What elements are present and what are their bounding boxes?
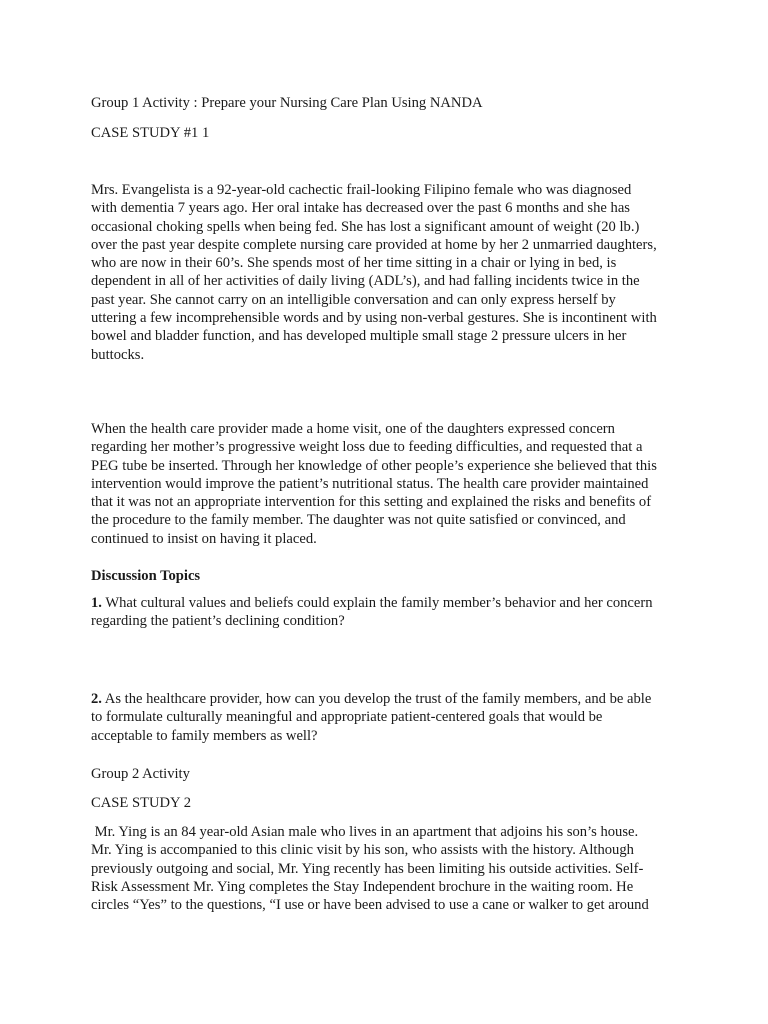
text-line: occasional choking spells when being fed. She has lost a significant amount of weight (20 lb.) — [91, 218, 640, 235]
question-number: 2. — [91, 691, 102, 707]
case2-paragraph — [91, 823, 691, 914]
text-line: continued to insist on having it placed. — [91, 530, 317, 547]
question-text: As the healthcare provider, how can you develop the trust of the family members, and be able — [101, 691, 652, 707]
text-line: dependent in all of her activities of daily living (ADL’s), and had falling incidents twice in the — [91, 273, 640, 290]
text-line: When the health care provider made a home visit, one of the daughters expressed concern — [91, 421, 615, 437]
text-line: to formulate culturally meaningful and appropriate patient-centered goals that would be — [91, 709, 603, 726]
text-line: over the past year despite complete nursing care provided at home by her 2 unmarried daughters, — [91, 236, 657, 253]
text-line: that it was not an appropriate intervention for this setting and explained the risks and benefits of — [91, 494, 652, 511]
text-line: bowel and bladder function, and has developed multiple small stage 2 pressure ulcers in her — [91, 328, 627, 345]
text-line: intervention would improve the patient’s nutritional status. The health care provider maintained — [91, 475, 649, 492]
text-line: PEG tube be inserted. Through her knowledge of other people’s experience she believed that this — [91, 457, 657, 474]
discussion-heading: Discussion Topics — [91, 568, 201, 584]
text-line: Mr. Ying is accompanied to this clinic visit by his son, who assists with the history. Although — [91, 842, 634, 859]
case1-paragraph1 — [91, 181, 691, 364]
case-study-2-heading: CASE STUDY 2 — [91, 795, 192, 811]
activity-title: Group 1 Activity : Prepare your Nursing Care Plan Using NANDA — [91, 95, 483, 111]
text-line: uttering a few incomprehensible words and by using non-verbal gestures. She is incontinent with — [91, 310, 657, 327]
text-line: Mr. Ying is an 84 year-old Asian male who lives in an apartment that adjoins his son’s house. — [91, 824, 639, 840]
text-line: Mrs. Evangelista is a 92-year-old cachectic frail-looking Filipino female who was diagnosed — [91, 182, 632, 198]
case1-paragraph2 — [91, 420, 691, 548]
text-line: circles “Yes” to the questions, “I use or have been advised to use a cane or walker to get around — [91, 897, 649, 914]
question-number: 1. — [91, 595, 102, 611]
text-line: previously outgoing and social, Mr. Ying recently has been limiting his outside activities. Self- — [91, 860, 644, 877]
case-study-1-heading: CASE STUDY #1 1 — [91, 125, 210, 141]
discussion-question-2 — [91, 690, 691, 745]
text-line: Risk Assessment Mr. Ying completes the Stay Independent brochure in the waiting room. He — [91, 878, 634, 895]
text-line: the procedure to the family member. The daughter was not quite satisfied or convinced, and — [91, 512, 626, 529]
text-line: with dementia 7 years ago. Her oral intake has decreased over the past 6 months and she has — [91, 200, 630, 217]
text-line: acceptable to family members as well? — [91, 727, 318, 744]
text-line: who are now in their 60’s. She spends most of her time sitting in a chair or lying in bed, is — [91, 255, 617, 272]
question-text: What cultural values and beliefs could explain the family member’s behavior and her concern — [101, 595, 653, 611]
text-line — [91, 690, 691, 708]
text-line: regarding the patient’s declining condition? — [91, 613, 345, 630]
group2-activity-title: Group 2 Activity — [91, 766, 190, 782]
text-line: past year. She cannot carry on an intelligible conversation and can only express herself by — [91, 291, 616, 308]
text-line: buttocks. — [91, 346, 145, 363]
text-line: regarding her mother’s progressive weight loss due to feeding difficulties, and requested that a — [91, 439, 643, 456]
discussion-question-1 — [91, 594, 691, 631]
text-line — [91, 594, 691, 612]
